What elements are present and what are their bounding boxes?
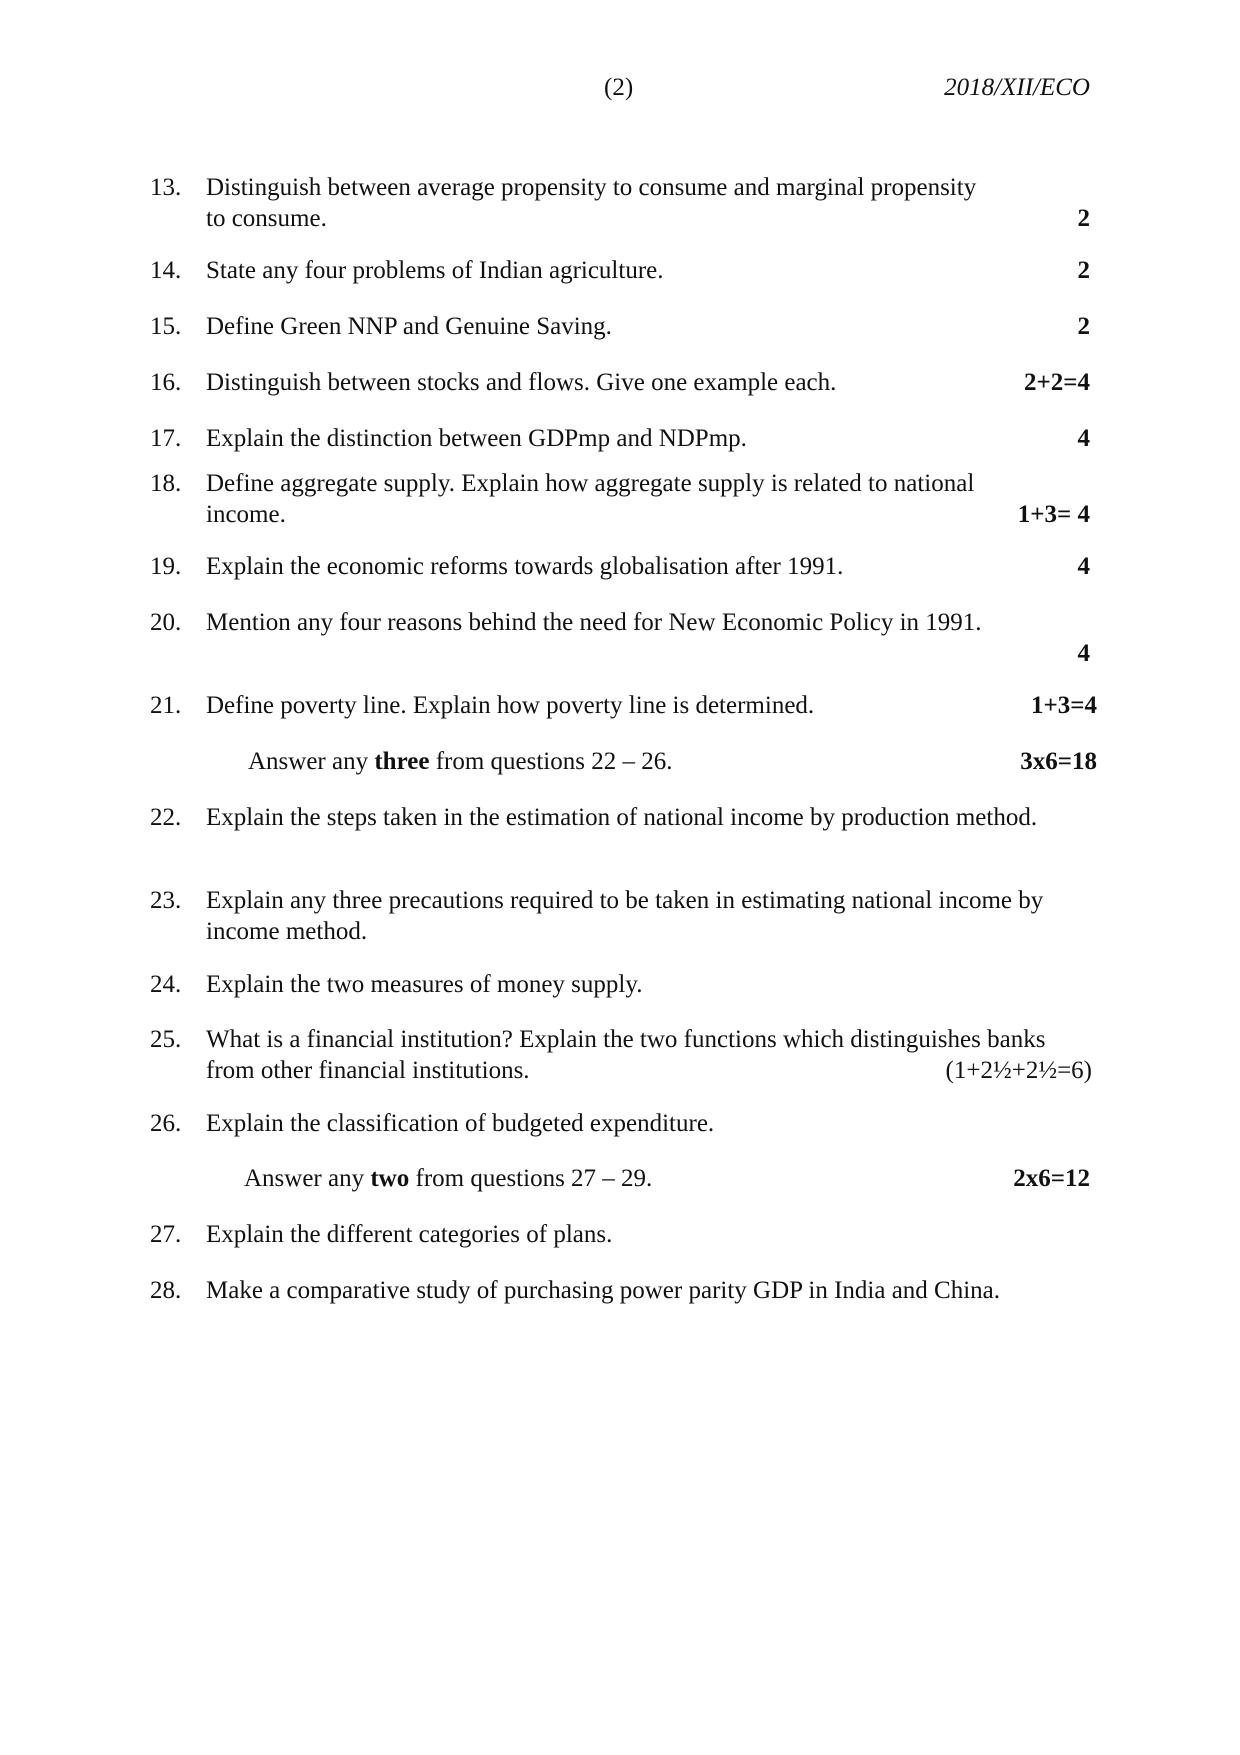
question-text: Make a comparative study of purchasing power parity GDP in India and China. — [206, 1277, 1001, 1304]
question-item — [150, 607, 1090, 669]
question-text: What is a financial institution? Explain the two functions which distinguishes banks from other financial institutions. — [206, 1026, 1046, 1084]
instruction-prefix: Answer any — [244, 1165, 371, 1192]
paper-code: 2018/XII/ECO — [944, 74, 1090, 101]
question-number: 24. — [150, 971, 182, 998]
question-number: 18. — [150, 470, 182, 497]
question-number: 15. — [150, 313, 182, 340]
instruction-suffix: from questions 22 – 26. — [429, 748, 673, 775]
section-marks: 3x6=18 — [1020, 748, 1097, 775]
question-marks: 2+2=4 — [1024, 369, 1090, 396]
question-marks: 4 — [1077, 425, 1090, 452]
question-marks: 4 — [1077, 553, 1090, 580]
question-number: 14. — [150, 257, 182, 284]
question-text: Mention any four reasons behind the need for New Economic Policy in 1991. — [206, 609, 982, 636]
question-number: 17. — [150, 425, 182, 452]
question-marks: (1+2½+2½=6) — [945, 1057, 1092, 1084]
question-number: 13. — [150, 174, 182, 201]
question-number: 28. — [150, 1277, 182, 1304]
section-instruction — [248, 746, 672, 777]
question-text: Explain the economic reforms towards globalisation after 1991. — [206, 553, 844, 580]
instruction-suffix: from questions 27 – 29. — [409, 1165, 653, 1192]
question-number: 21. — [150, 692, 182, 719]
question-item — [150, 1024, 1092, 1086]
question-number: 25. — [150, 1026, 182, 1053]
question-text: Distinguish between average propensity to consume and marginal propensity to consume. — [206, 174, 977, 232]
question-number: 27. — [150, 1221, 182, 1248]
question-marks: 1+3=4 — [1031, 692, 1097, 719]
question-marks: 1+3= 4 — [1017, 501, 1090, 528]
instruction-emphasis: two — [370, 1165, 410, 1192]
question-text: Explain the two measures of money supply. — [206, 971, 643, 998]
question-marks: 4 — [1077, 640, 1090, 667]
question-item — [150, 172, 1090, 234]
question-number: 19. — [150, 553, 182, 580]
question-text: Explain the classification of budgeted expenditure. — [206, 1110, 715, 1137]
question-text: Define aggregate supply. Explain how aggregate supply is related to national income. — [206, 470, 975, 528]
page-number: (2) — [604, 74, 634, 101]
question-item — [150, 468, 1090, 530]
question-marks: 2 — [1077, 257, 1090, 284]
question-number: 23. — [150, 887, 182, 914]
section-instruction — [244, 1163, 652, 1194]
instruction-emphasis: three — [374, 748, 430, 775]
question-text: Define Green NNP and Genuine Saving. — [206, 313, 612, 340]
question-text: Explain any three precautions required to be taken in estimating national income by income method. — [206, 887, 1044, 945]
question-number: 20. — [150, 609, 182, 636]
question-text: Explain the distinction between GDPmp and NDPmp. — [206, 425, 747, 452]
section-marks: 2x6=12 — [1013, 1165, 1090, 1192]
question-text: Explain the different categories of plans. — [206, 1221, 613, 1248]
question-text: Explain the steps taken in the estimation of national income by production method. — [206, 804, 1038, 831]
question-marks: 2 — [1077, 313, 1090, 340]
question-number: 16. — [150, 369, 182, 396]
instruction-prefix: Answer any — [248, 748, 375, 775]
question-text: State any four problems of Indian agriculture. — [206, 257, 664, 284]
question-text: Define poverty line. Explain how poverty line is determined. — [206, 692, 815, 719]
question-text: Distinguish between stocks and flows. Give one example each. — [206, 369, 837, 396]
question-marks: 2 — [1077, 205, 1090, 232]
question-number: 22. — [150, 804, 182, 831]
question-number: 26. — [150, 1110, 182, 1137]
